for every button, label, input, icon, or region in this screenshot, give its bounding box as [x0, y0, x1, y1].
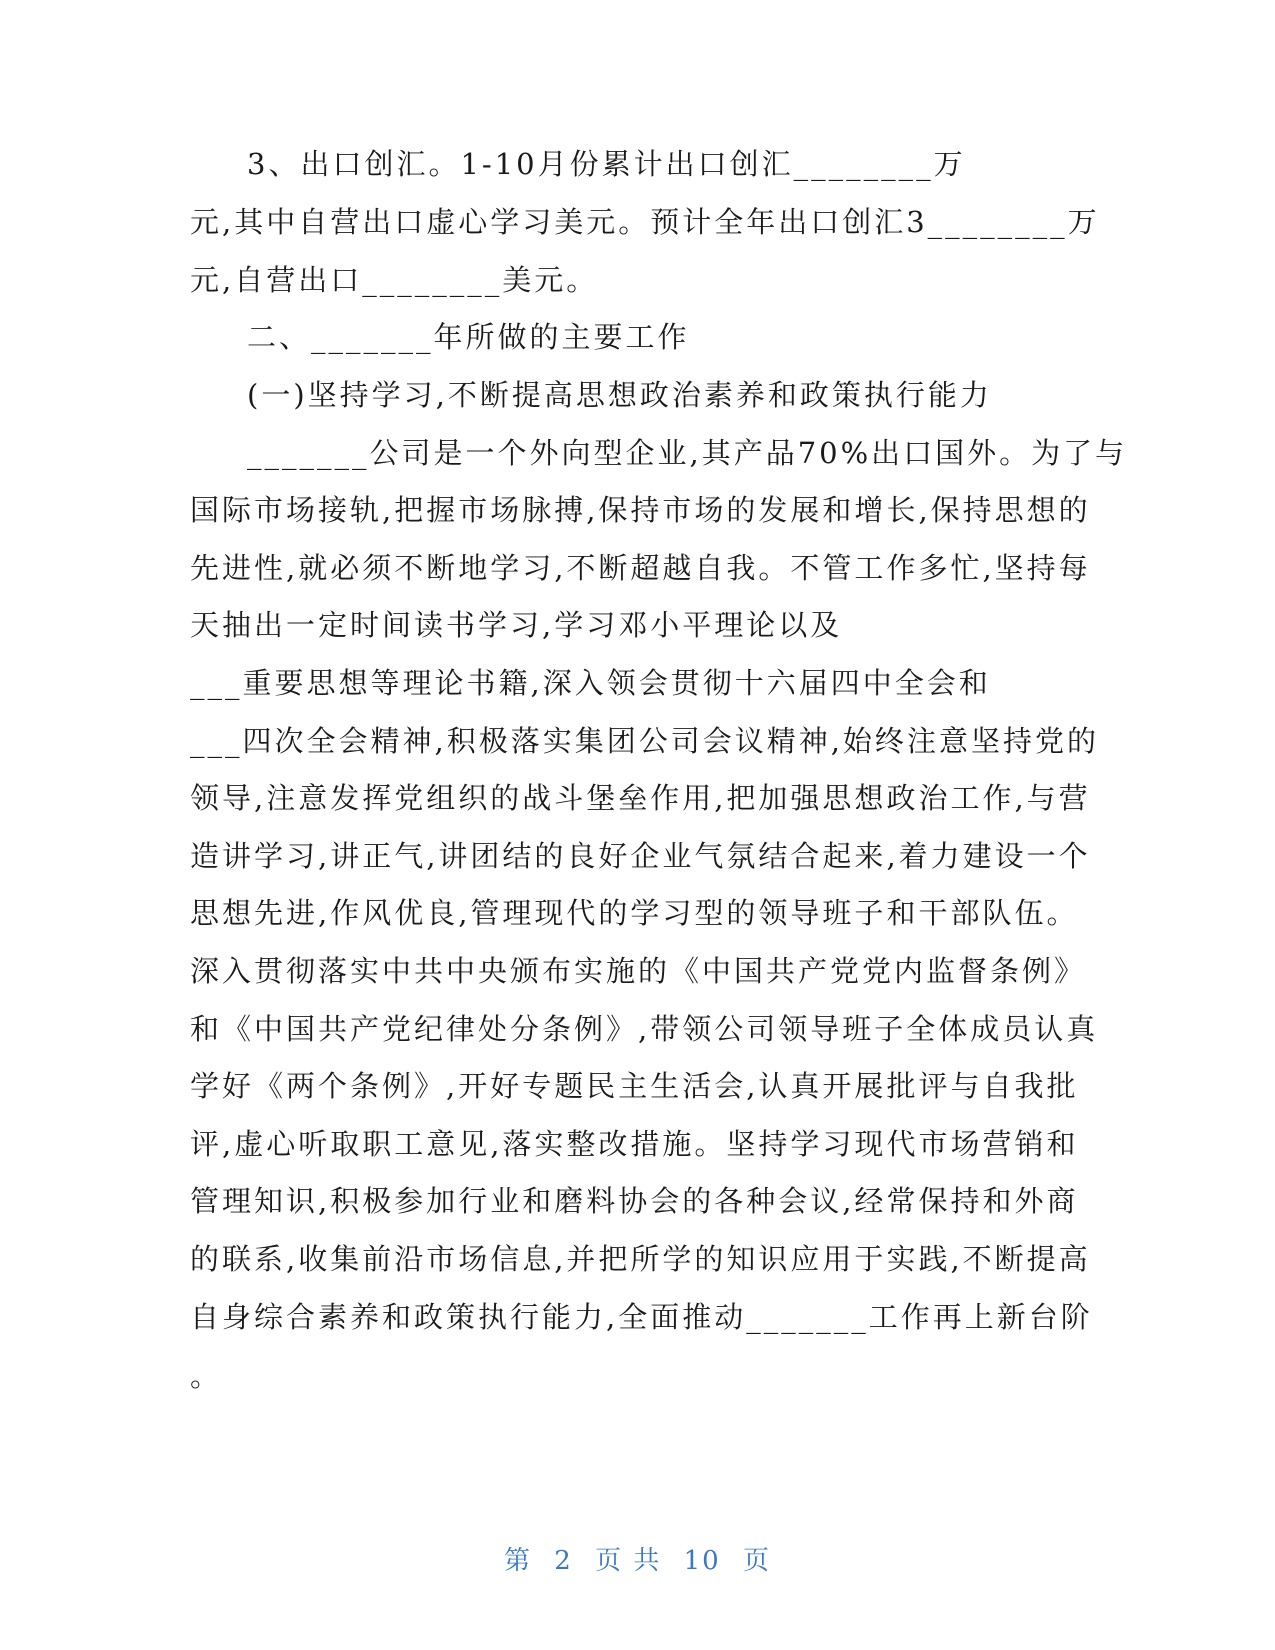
subsection-heading: (一)坚持学习,不断提高思想政治素养和政策执行能力 — [247, 378, 992, 412]
paragraph-line: 。 — [190, 1359, 223, 1393]
paragraph-line: 国际市场接轨,把握市场脉搏,保持市场的发展和增长,保持思想的 — [190, 493, 1091, 527]
paragraph-line: 先进性,就必须不断地学习,不断超越自我。不管工作多忙,坚持每 — [190, 551, 1091, 585]
paragraph-line: 元,其中自营出口虚心学习美元。预计全年出口创汇3________万 — [190, 205, 1100, 239]
paragraph-line: 天抽出一定时间读书学习,学习邓小平理论以及 — [190, 608, 843, 642]
footer-middle: 页 共 — [595, 1546, 662, 1576]
paragraph-line: 深入贯彻落实中共中央颁布实施的《中国共产党党内监督条例》 — [190, 954, 1087, 988]
footer-suffix: 页 — [742, 1546, 771, 1576]
paragraph-line: _______公司是一个外向型企业,其产品70%出口国外。为了与 — [247, 436, 1128, 470]
paragraph-line: 自身综合素养和政策执行能力,全面推动_______工作再上新台阶 — [190, 1300, 1093, 1334]
paragraph-line: 的联系,收集前沿市场信息,并把所学的知识应用于实践,不断提高 — [190, 1242, 1091, 1276]
paragraph-line: 思想先进,作风优良,管理现代的学习型的领导班子和干部队伍。 — [190, 896, 1079, 930]
paragraph-line: 造讲学习,讲正气,讲团结的良好企业气氛结合起来,着力建设一个 — [190, 839, 1091, 873]
paragraph-line: ___四次全会精神,积极落实集团公司会议精神,始终注意坚持党的 — [190, 724, 1099, 758]
paragraph-line: 元,自营出口________美元。 — [190, 263, 599, 297]
paragraph-line: 领导,注意发挥党组织的战斗堡垒作用,把加强思想政治工作,与营 — [190, 781, 1091, 815]
paragraph-line: 评,虚心听取职工意见,落实整改措施。坚持学习现代市场营销和 — [190, 1127, 1079, 1161]
paragraph-line: ___重要思想等理论书籍,深入领会贯彻十六届四中全会和 — [190, 666, 991, 700]
paragraph-line: 和《中国共产党纪律处分条例》,带领公司领导班子全体成员认真 — [190, 1012, 1099, 1046]
footer-prefix: 第 — [504, 1546, 533, 1576]
total-pages-number: 10 — [683, 1546, 721, 1576]
section-heading: 二、_______年所做的主要工作 — [247, 320, 690, 354]
paragraph-line: 学好《两个条例》,开好专题民主生活会,认真开展批评与自我批 — [190, 1069, 1079, 1103]
page-footer — [0, 1540, 1275, 1577]
current-page-number: 2 — [554, 1546, 573, 1576]
paragraph-line: 管理知识,积极参加行业和磨料协会的各种会议,经常保持和外商 — [190, 1184, 1079, 1218]
paragraph-line: 3、出口创汇。1-10月份累计出口创汇________万 — [247, 147, 966, 181]
